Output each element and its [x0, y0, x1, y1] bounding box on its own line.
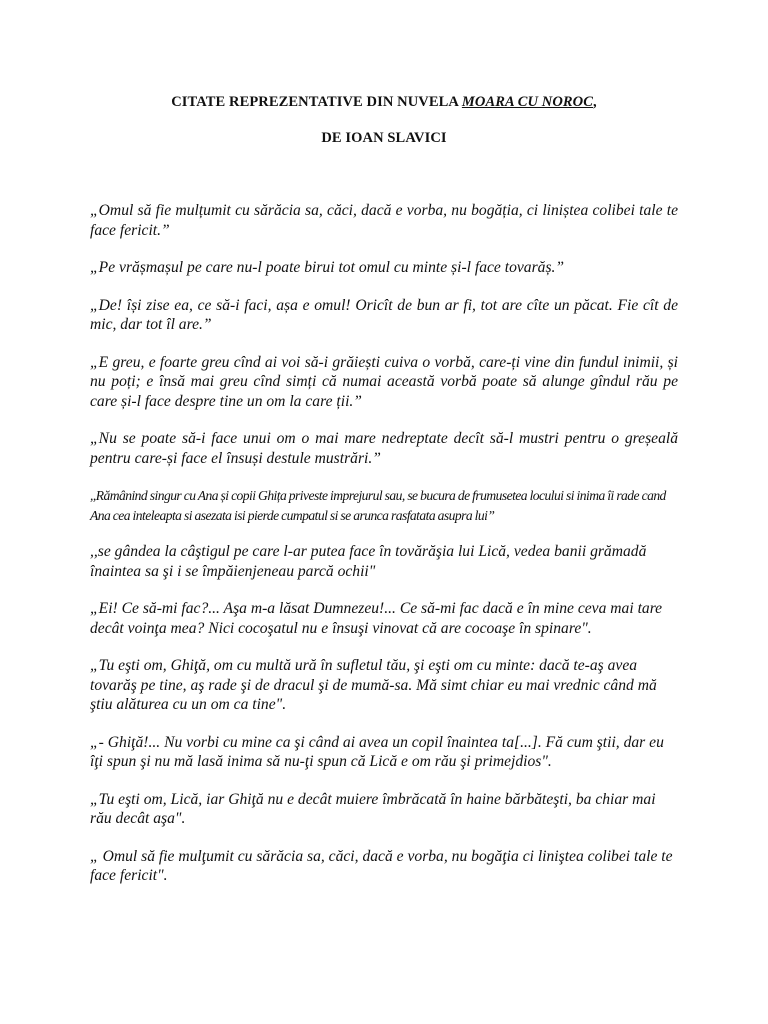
title-suffix: , — [593, 94, 597, 110]
quote-12: „ Omul să fie mulţumit cu sărăcia sa, căci, dacă e vorba, nu bogăţia ci liniştea colibei tale te face fericit". — [90, 847, 673, 884]
quote-9: „Tu eşti om, Ghiţă, om cu multă ură în sufletul tău, şi eşti om cu minte: dacă te-aş avea tovarăş pe tine, aş rade şi de dracul şi de mumă-sa. Mă simt chiar eu mai vrednic când mă ştiu alăturea cu un om ca tine". — [90, 657, 657, 713]
quote-2: „Pe vrășmașul pe care nu-l poate birui tot omul cu minte și-l face tovarăș.” — [90, 259, 565, 276]
quote-6: ,,Rămânind singur cu Ana și copii Ghița priveste imprejurul sau, se bucura de frumusetea locului si inima îi rade cand Ana cea inteleapta si asezata isi pierde cumpatul si se arunca rasfatata asupra lui” — [90, 488, 666, 523]
quote-5: „Nu se poate să-i face unui om o mai mare nedreptate decît să-l mustri pentru o greșeală pentru care-și face el însuși destule mustrări.” — [90, 430, 678, 467]
quote-1: „Omul să fie mulțumit cu sărăcia sa, căci, dacă e vorba, nu bogăția, ci liniștea colibei tale te face fericit.” — [90, 202, 678, 239]
document-author: DE IOAN SLAVICI — [321, 130, 447, 146]
quote-10: „- Ghiţă!... Nu vorbi cu mine ca şi când ai avea un copil înaintea ta[...]. Fă cum ştii, dar eu îţi spun şi nu mă lasă inima să nu-ţi spun că Lică e om rău şi primejdios". — [90, 733, 664, 770]
quote-list — [90, 201, 678, 904]
quote-11: „Tu eşti om, Lică, iar Ghiţă nu e decât muiere îmbrăcată în haine bărbăteşti, ba chiar mai rău decât aşa". — [90, 790, 656, 827]
quote-8: „Ei! Ce să-mi fac?... Aşa m-a lăsat Dumnezeu!... Ce să-mi fac dacă e în mine ceva mai tare decât voinţa mea? Nici cocoşatul nu e însuşi vinovat că are cocoaşe în spinare". — [90, 600, 663, 637]
quote-3: „De! își zise ea, ce să-i faci, așa e omul! Oricît de bun ar fi, tot are cîte un păcat. Fie cît de mic, dar tot îl are.” — [90, 296, 678, 333]
quote-7: ,,se gândea la câştigul pe care l-ar putea face în tovărăşia lui Lică, vedea banii grămadă înaintea sa şi i se împăienjeneau parcă ochii" — [90, 543, 647, 580]
quote-4: „E greu, e foarte greu cînd ai voi să-i grăiești cuiva o vorbă, care-ți vine din fundul inimii, și nu poți; e însă mai greu cînd simți că numai această vorbă poate să alunge gîndul rău pe care și-l face despre tine un om la care ții.” — [90, 353, 678, 410]
title-prefix: CITATE REPREZENTATIVE DIN NUVELA — [171, 94, 462, 110]
document-title — [0, 94, 768, 111]
title-work-name: MOARA CU NOROC — [461, 94, 594, 110]
